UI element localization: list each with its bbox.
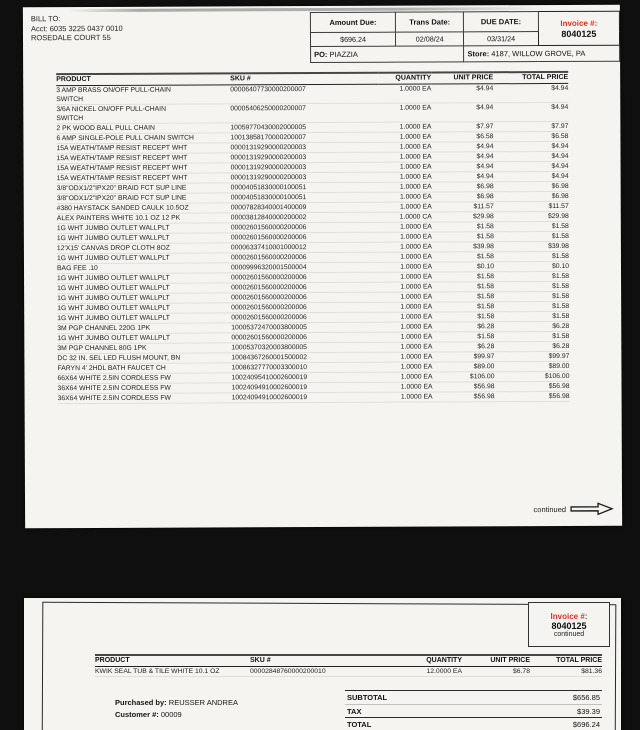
cell-sku: 00002601560000200006 xyxy=(231,292,379,303)
cell-unit-price: $4.94 xyxy=(431,84,493,103)
invoice-number-value: 8040125 xyxy=(561,28,597,39)
totals-block xyxy=(345,690,602,730)
cell-total-price: $6.28 xyxy=(494,321,569,331)
col-sku: SKU # xyxy=(230,73,378,85)
cell-unit-price: $89.00 xyxy=(432,362,494,372)
col-total-price: TOTAL PRICE xyxy=(493,72,568,84)
continued-label: continued xyxy=(553,630,585,638)
col-unit-price: UNIT PRICE xyxy=(462,655,530,667)
cell-unit-price: $4.94 xyxy=(431,142,493,152)
cell-unit-price: $1.58 xyxy=(432,292,494,302)
invoice-header-table xyxy=(310,11,620,63)
bill-to-address: ROSEDALE COURT 55 xyxy=(30,32,111,43)
cell-total-price: $6.98 xyxy=(494,191,569,201)
cell-quantity: 1.0000 EA xyxy=(378,122,431,132)
col-total-price: TOTAL PRICE xyxy=(530,655,602,667)
cell-sku: 10005370320003800005 xyxy=(231,342,379,353)
cell-sku: 00002601560000200006 xyxy=(231,232,379,243)
cell-unit-price: $99.97 xyxy=(432,352,494,362)
invoice-number-label: Invoice #: xyxy=(560,18,598,28)
cell-total-price: $1.58 xyxy=(494,301,569,311)
cell-product: 3M PGP CHANNEL 220G 1PK xyxy=(57,323,231,334)
cell-product: 15A WEATH/TAMP RESIST RECEPT WHT xyxy=(56,143,230,154)
cell-total-price: $99.97 xyxy=(494,351,569,361)
cell-sku: 10024094910002600019 xyxy=(232,392,380,403)
cell-product: 15A WEATH/TAMP RESIST RECEPT WHT xyxy=(57,153,231,164)
cell-quantity: 1.0000 EA xyxy=(380,382,433,392)
continued-arrow-icon xyxy=(570,502,614,516)
table-row xyxy=(56,102,568,123)
cell-quantity: 1.0000 EA xyxy=(379,262,432,272)
cell-total-price: $1.58 xyxy=(494,271,569,281)
cell-quantity: 1.0000 EA xyxy=(378,103,431,122)
cell-product: 3 AMP BRASS ON/OFF PULL-CHAIN SWITCH xyxy=(56,85,230,105)
cell-sku: 10084367260001500002 xyxy=(231,352,379,363)
cell-product: #380 HAYSTACK SANDED CAULK 10.5OZ xyxy=(57,203,231,214)
cell-sku: 00002601560000200006 xyxy=(231,222,379,233)
cell-product: 1G WHT JUMBO OUTLET WALLPLT xyxy=(57,293,231,304)
subtotal-row xyxy=(345,690,602,705)
cell-product: 66X64 WHITE 2.5IN CORDLESS FW xyxy=(57,373,231,384)
line-items-table xyxy=(56,71,569,404)
invoice-number-value: 8040125 xyxy=(551,620,587,631)
cell-product: 3/6A NICKEL ON/OFF PULL-CHAIN SWITCH xyxy=(56,104,230,124)
cell-product: 1G WHT JUMBO OUTLET WALLPLT xyxy=(57,223,231,234)
cell-product: 1G WHT JUMBO OUTLET WALLPLT xyxy=(57,233,231,244)
cell-quantity: 1.0000 EA xyxy=(379,342,432,352)
cell-unit-price: $4.94 xyxy=(431,103,493,122)
cell-unit-price: $6.98 xyxy=(432,182,494,192)
cell-total-price: $6.98 xyxy=(494,181,569,191)
cell-quantity: 1.0000 EA xyxy=(379,192,432,202)
cell-product: 1G WHT JUMBO OUTLET WALLPLT xyxy=(57,333,231,344)
col-unit-price: UNIT PRICE xyxy=(431,72,493,84)
cell-unit-price: $29.98 xyxy=(432,212,494,222)
customer-label: Customer #: xyxy=(115,710,159,719)
col-sku: SKU # xyxy=(250,655,400,667)
amount-due-value: $696.24 xyxy=(310,32,395,46)
cell-total-price: $4.94 xyxy=(494,151,569,161)
cell-sku: 00005406250000200007 xyxy=(230,103,378,123)
customer-number-value: 00009 xyxy=(160,710,182,719)
cell-total-price: $1.58 xyxy=(494,291,569,301)
cell-product: 12'X15' CANVAS DROP CLOTH 8OZ xyxy=(57,243,231,254)
cell-total-price: $11.57 xyxy=(494,201,569,211)
cell-quantity: 1.0000 EA xyxy=(379,292,432,302)
cell-sku: 10086327770003300010 xyxy=(231,362,379,373)
cell-total-price: $29.98 xyxy=(494,211,569,221)
cell-unit-price: $0.10 xyxy=(432,262,494,272)
customer-line xyxy=(115,709,238,721)
cell-quantity: 1.0000 EA xyxy=(378,132,431,142)
tax-row xyxy=(345,705,602,719)
cell-unit-price: $1.58 xyxy=(432,252,494,262)
cell-product: 1G WHT JUMBO OUTLET WALLPLT xyxy=(57,303,231,314)
cell-quantity: 1.0000 EA xyxy=(379,272,432,282)
cell-product: 3M PGP CHANNEL 80G 1PK xyxy=(57,343,231,354)
cell-unit-price: $1.58 xyxy=(432,232,494,242)
table-row xyxy=(56,83,568,104)
cell-quantity: 1.0000 EA xyxy=(379,172,432,182)
cell-unit-price: $39.98 xyxy=(432,242,494,252)
cell-sku: 10024095410002600019 xyxy=(231,372,379,383)
cell-product: 1G WHT JUMBO OUTLET WALLPLT xyxy=(57,253,231,264)
tax-value: $39.39 xyxy=(577,706,600,716)
cell-product: 1G WHT JUMBO OUTLET WALLPLT xyxy=(57,313,231,324)
cell-quantity: 1.0000 EA xyxy=(379,302,432,312)
tax-label: TAX xyxy=(347,706,362,716)
cell-total-price: $1.58 xyxy=(494,281,569,291)
col-quantity: QUANTITY xyxy=(378,73,431,85)
cell-quantity: 1.0000 EA xyxy=(379,162,432,172)
cell-sku: 00002601560000200006 xyxy=(231,302,379,313)
subtotal-value: $656.85 xyxy=(572,693,600,702)
cell-product: 1G WHT JUMBO OUTLET WALLPLT xyxy=(57,273,231,284)
cell-quantity: 1.0000 EA xyxy=(379,182,432,192)
table-row xyxy=(95,667,602,677)
cell-unit-price: $6.58 xyxy=(431,132,493,142)
invoice-number-box xyxy=(528,602,610,647)
cell-product: 6 AMP SINGLE-POLE PULL CHAIN SWITCH xyxy=(56,133,230,144)
cell-unit-price: $1.58 xyxy=(432,302,494,312)
cell-unit-price: $1.58 xyxy=(432,272,494,282)
invoice-number-cell xyxy=(538,11,619,45)
cell-quantity: 1.0000 EA xyxy=(379,202,432,212)
cell-quantity: 1.0000 EA xyxy=(379,282,432,292)
total-row xyxy=(345,718,602,730)
cell-sku: 00007828340001400009 xyxy=(231,202,379,213)
cell-product: 36X64 WHITE 2.5IN CORDLESS FW xyxy=(58,393,232,404)
cell-sku: 00002601560000200006 xyxy=(231,252,379,263)
due-date-label: DUE DATE: xyxy=(464,12,538,32)
cell-sku: 00001319290000200003 xyxy=(231,172,379,183)
col-product: PRODUCT xyxy=(95,655,250,667)
cell-product: BAG FEE .10 xyxy=(57,263,231,274)
po-value: PIAZZIA xyxy=(329,49,358,59)
cell-quantity: 1.0000 EA xyxy=(379,242,432,252)
cell-quantity: 1.0000 EA xyxy=(379,332,432,342)
continued-indicator xyxy=(533,502,614,516)
cell-sku: 10005372470003800005 xyxy=(231,322,379,333)
cell-total-price: $0.10 xyxy=(494,261,569,271)
cell-sku: 00001319290000200003 xyxy=(231,152,379,163)
cell-product: FARYN 4' 2HDL BATH FAUCET CH xyxy=(57,363,231,374)
cell-total-price: $1.58 xyxy=(494,231,569,241)
cell-sku: 10024094910002600019 xyxy=(232,382,380,393)
purchased-by-label: Purchased by: xyxy=(115,698,167,707)
cell-unit-price: $7.97 xyxy=(431,122,493,132)
cell-total-price: $6.58 xyxy=(493,131,568,141)
cell-product: 3/8"ODX1/2"IPX20" BRAID FCT SUP LINE xyxy=(57,183,231,194)
cell-product: ALEX PAINTERS WHITE 10.1 OZ 12 PK xyxy=(57,213,231,224)
cell-quantity: 1.0000 EA xyxy=(379,152,432,162)
cell-unit-price: $1.58 xyxy=(432,312,494,322)
cell-total-price: $4.94 xyxy=(493,102,568,121)
store-label: Store: xyxy=(467,49,490,59)
cell-unit-price: $1.58 xyxy=(432,282,494,292)
cell-sku: 00004051830000100051 xyxy=(231,182,379,193)
cell-sku: 00006407730000200007 xyxy=(230,84,378,104)
cell-total-price: $39.98 xyxy=(494,241,569,251)
purchased-by-value: REUSSER ANDREA xyxy=(168,698,238,707)
cell-quantity: 1.0000 EA xyxy=(380,392,433,402)
col-product: PRODUCT xyxy=(56,73,230,85)
cell-product: DC 32 IN. SEL LED FLUSH MOUNT, BN xyxy=(57,353,231,364)
bill-to-block xyxy=(31,14,123,43)
cell-total-price: $106.00 xyxy=(494,371,569,381)
cell-quantity: 1.0000 EA xyxy=(379,222,432,232)
cell-unit-price: $4.94 xyxy=(432,162,494,172)
store-cell xyxy=(464,45,620,62)
cell-total-price: $6.28 xyxy=(494,341,569,351)
cell-product: 15A WEATH/TAMP RESIST RECEPT WHT xyxy=(57,163,231,174)
bill-to-account: Acct: 6035 3225 0437 0010 xyxy=(30,23,123,33)
cell-unit-price: $6.28 xyxy=(432,342,494,352)
cell-unit-price: $56.98 xyxy=(433,392,495,402)
po-label: PO: xyxy=(314,49,328,60)
cell-total-price: $89.00 xyxy=(494,361,569,371)
cell-sku: 00009996320001500004 xyxy=(231,262,379,273)
cell-total-price: $1.58 xyxy=(494,331,569,341)
col-quantity: QUANTITY xyxy=(400,655,462,667)
po-cell xyxy=(311,46,465,63)
cell-product: 1G WHT JUMBO OUTLET WALLPLT xyxy=(57,283,231,294)
store-value: 4187, WILLOW GROVE, PA xyxy=(491,48,586,59)
cell-sku: 00002601560000200006 xyxy=(231,272,379,283)
cell-quantity: 1.0000 EA xyxy=(379,322,432,332)
cell-product: 3/8"ODX1/2"IPX20" BRAID FCT SUP LINE xyxy=(57,193,231,204)
cell-unit-price: $106.00 xyxy=(432,372,494,382)
bill-to-title: BILL TO: xyxy=(30,14,61,24)
cell-quantity: 1.0000 EA xyxy=(378,142,431,152)
cell-sku: 10059770430002000005 xyxy=(230,122,378,133)
cell-total-price: $4.94 xyxy=(494,161,569,171)
cell-sku: 00001319290000200003 xyxy=(230,142,378,153)
cell-unit-price: $6.78 xyxy=(462,667,530,677)
cell-total-price: $56.98 xyxy=(495,381,570,391)
cell-sku: 00003812840000200002 xyxy=(231,212,379,223)
cell-unit-price: $4.94 xyxy=(432,152,494,162)
cell-sku: 00001319290000200003 xyxy=(231,162,379,173)
cell-quantity: 1.0000 EA xyxy=(379,232,432,242)
cell-sku: 00002601560000200006 xyxy=(231,312,379,323)
line-items-header-row xyxy=(95,655,602,667)
cell-total-price: $4.94 xyxy=(493,141,568,151)
trans-date-value: 02/08/24 xyxy=(396,32,464,46)
cell-unit-price: $1.58 xyxy=(432,222,494,232)
cell-unit-price: $11.57 xyxy=(432,202,494,212)
cell-unit-price: $56.98 xyxy=(433,382,495,392)
total-label: TOTAL xyxy=(347,720,372,729)
cell-total-price: $1.58 xyxy=(494,251,569,261)
cell-unit-price: $4.94 xyxy=(432,172,494,182)
subtotal-label: SUBTOTAL xyxy=(347,693,388,702)
line-items-table-continued xyxy=(95,654,602,677)
cell-total-price: $56.98 xyxy=(495,391,570,401)
cell-product: 15A WEATH/TAMP RESIST RECEPT WHT xyxy=(57,173,231,184)
cell-unit-price: $6.28 xyxy=(432,322,494,332)
purchaser-block xyxy=(115,697,238,721)
cell-quantity: 12.0000 EA xyxy=(400,667,462,677)
cell-total-price: $4.94 xyxy=(493,83,568,102)
cell-sku: 10013858170000200007 xyxy=(230,132,378,143)
trans-date-label: Trans Date: xyxy=(395,12,463,32)
table-row xyxy=(58,391,570,403)
cell-total-price: $1.58 xyxy=(494,221,569,231)
cell-quantity: 1.0000 EA xyxy=(379,312,432,322)
cell-sku: 00006337410001000012 xyxy=(231,242,379,253)
cell-total-price: $1.58 xyxy=(494,311,569,321)
invoice-page-1 xyxy=(23,5,622,529)
cell-total-price: $81.36 xyxy=(530,667,602,677)
cell-quantity: 1.0000 CA xyxy=(379,212,432,222)
cell-sku: 00002601560000200006 xyxy=(231,282,379,293)
purchased-by-line xyxy=(115,697,238,709)
invoice-number-label: Invoice #: xyxy=(550,611,588,621)
cell-sku: 00004051830000100051 xyxy=(231,192,379,203)
total-value: $696.24 xyxy=(572,720,600,729)
invoice-page-2 xyxy=(24,598,621,730)
cell-total-price: $7.97 xyxy=(493,121,568,131)
cell-total-price: $4.94 xyxy=(494,171,569,181)
cell-quantity: 1.0000 EA xyxy=(379,362,432,372)
cell-sku: 00002601560000200006 xyxy=(231,332,379,343)
due-date-value: 03/31/24 xyxy=(464,32,538,46)
cell-quantity: 1.0000 EA xyxy=(379,252,432,262)
cell-unit-price: $6.98 xyxy=(432,192,494,202)
cell-quantity: 1.0000 EA xyxy=(379,372,432,382)
cell-product: KWIK SEAL TUB & TILE WHITE 10.1 OZ xyxy=(95,667,250,677)
cell-product: 36X64 WHITE 2.5IN CORDLESS FW xyxy=(58,383,232,394)
cell-sku: 00002848760000200010 xyxy=(250,667,400,677)
cell-quantity: 1.0000 EA xyxy=(379,352,432,362)
amount-due-label: Amount Due: xyxy=(310,12,395,32)
cell-product: 2 PK WOOD BALL PULL CHAIN xyxy=(56,123,230,134)
continued-label: continued xyxy=(533,504,567,514)
cell-quantity: 1.0000 EA xyxy=(378,84,431,103)
cell-unit-price: $1.58 xyxy=(432,332,494,342)
